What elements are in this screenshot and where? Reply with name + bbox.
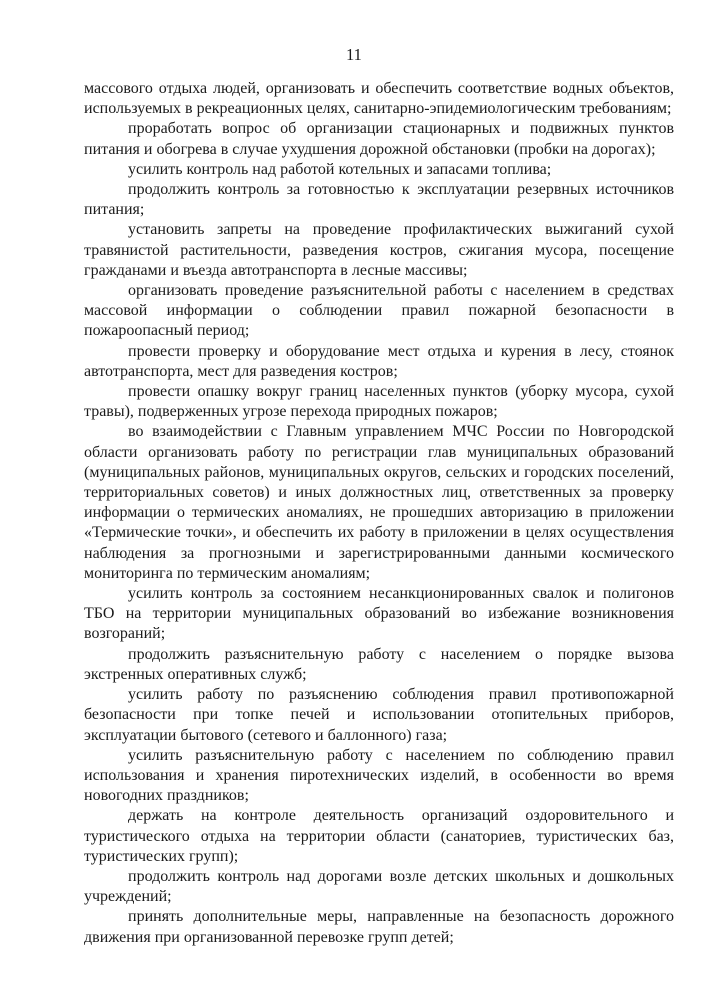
paragraph: организовать проведение разъяснительной работы с населением в средствах массовой информации о соблюдении правил пожарной безопасности в пожароопасный период;	[84, 282, 674, 340]
paragraph: продолжить разъяснительную работу с населением о порядке вызова экстренных оперативных служб;	[84, 645, 674, 683]
paragraph: усилить разъяснительную работу с населением по соблюдению правил использования и хранения пиротехнических изделий, в особенности во время новогодних праздников;	[84, 746, 674, 805]
paragraph: установить запреты на проведение профилактических выжиганий сухой травянистой растительности, разведения костров, сжигания мусора, посещение гражданами и въезда автотранспорта в лесные массивы;	[84, 221, 674, 279]
paragraph: во взаимодействии с Главным управлением МЧС России по Новгородской области организовать работу по регистрации глав муниципальных образований (муниципальных районов, муниципальных округов, сельских и городских поселений, территориальных советов) и иных должностных лиц, ответственных за проверку информации о термических аномалиях, не прошедших авторизацию в приложении «Термические точки», и обеспечить их работу в приложении в целях осуществления наблюдения за прогнозными и зарегистрированными данными космического мониторинга по термическим аномалиям;	[84, 423, 674, 582]
paragraph: усилить работу по разъяснению соблюдения правил противопожарной безопасности при топке печей и использовании отопительных приборов, эксплуатации бытового (сетевого и баллонного) газа;	[84, 686, 674, 744]
page-number: 11	[346, 45, 362, 64]
paragraph: проработать вопрос об организации стационарных и подвижных пунктов питания и обогрева в случае ухудшения дорожной обстановки (пробки на дорогах);	[84, 120, 674, 158]
paragraph: усилить контроль за состоянием несанкционированных свалок и полигонов ТБО на территории муниципальных образований во избежание возникновения возгораний;	[84, 585, 674, 643]
paragraph: держать на контроле деятельность организаций оздоровительного и туристического отдыха на территории области (санаториев, туристических баз, туристических групп);	[84, 807, 674, 865]
paragraph: продолжить контроль за готовностью к эксплуатации резервных источников питания;	[84, 181, 674, 219]
paragraph: провести опашку вокруг границ населенных пунктов (уборку мусора, сухой травы), подверженных угрозе перехода природных пожаров;	[84, 383, 674, 421]
document-body	[84, 79, 674, 948]
paragraph: продолжить контроль над дорогами возле детских школьных и дошкольных учреждений;	[84, 867, 674, 906]
paragraph: провести проверку и оборудование мест отдыха и курения в лесу, стоянок автотранспорта, мест для разведения костров;	[84, 342, 674, 380]
paragraph: принять дополнительные меры, направленные на безопасность дорожного движения при организованной перевозке групп детей;	[84, 908, 674, 946]
paragraph: массового отдыха людей, организовать и обеспечить соответствие водных объектов, используемых в рекреационных целях, санитарно-эпидемиологическим требованиям;	[84, 80, 674, 118]
paragraph: усилить контроль над работой котельных и запасами топлива;	[128, 160, 552, 178]
